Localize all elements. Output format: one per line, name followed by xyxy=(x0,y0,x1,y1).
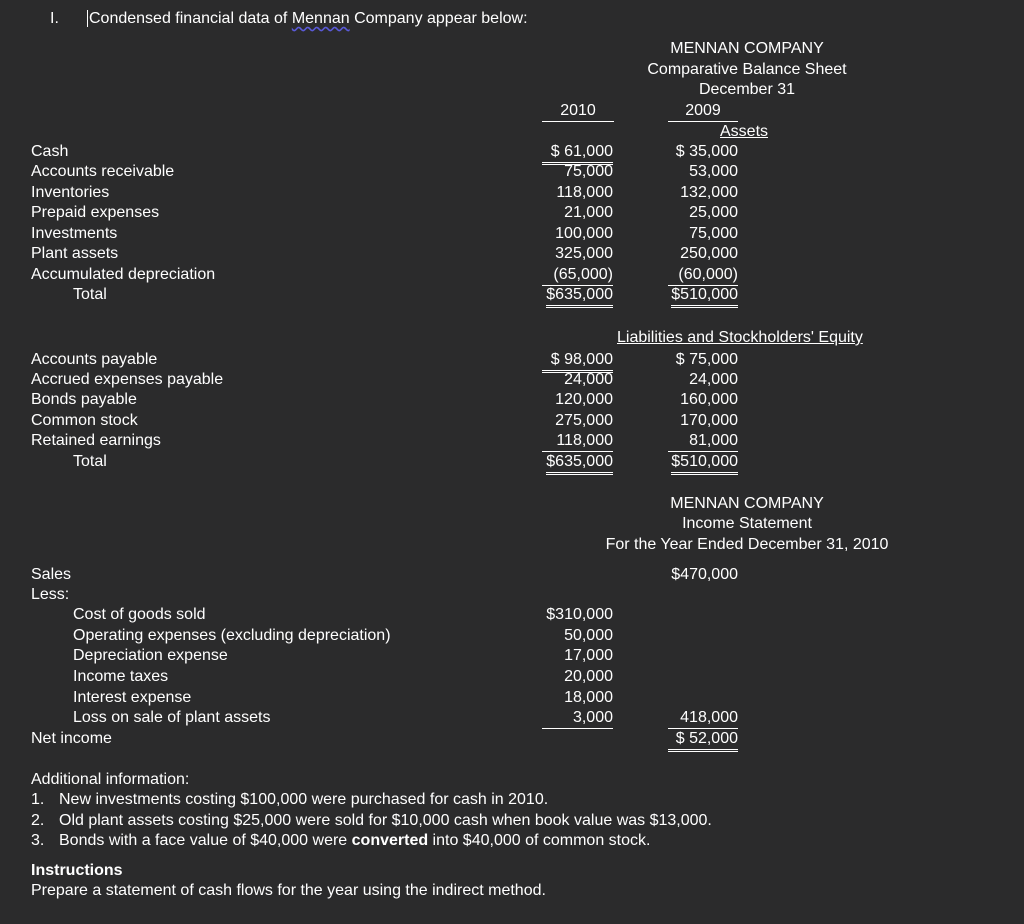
instructions-heading: Instructions xyxy=(31,862,123,879)
list-item-number: 2. xyxy=(31,812,45,829)
asset-value-2009: 25,000 xyxy=(689,204,738,221)
expense-value: 18,000 xyxy=(564,689,613,706)
asset-value-2010: 118,000 xyxy=(556,184,613,201)
asset-value-2009: 75,000 xyxy=(689,225,738,242)
expense-label: Interest expense xyxy=(73,689,192,706)
asset-label: Prepaid expenses xyxy=(31,204,160,221)
liability-label: Accrued expenses payable xyxy=(31,371,224,388)
expense-value: 17,000 xyxy=(564,647,613,664)
liability-value-2009: $ 75,000 xyxy=(675,351,738,368)
liability-value-2009: 160,000 xyxy=(680,391,738,408)
net-income-label: Net income xyxy=(31,730,112,747)
intro-text-end: Company appear below: xyxy=(349,10,528,27)
assets-total-2010: $635,000 xyxy=(546,285,613,308)
asset-label: Inventories xyxy=(31,184,110,201)
asset-value-2009: $ 35,000 xyxy=(675,143,738,160)
list-item: Old plant assets costing $25,000 were sold for $10,000 cash when book value was $13,000. xyxy=(59,812,712,829)
net-income-value: $ 52,000 xyxy=(668,729,738,752)
expense-label: Operating expenses (excluding depreciation) xyxy=(73,627,391,644)
expense-value: $310,000 xyxy=(546,606,613,623)
list-item-text-end: into $40,000 of common stock. xyxy=(428,832,651,849)
sales-value: $470,000 xyxy=(671,566,738,583)
liability-value-2009: 24,000 xyxy=(689,371,738,388)
asset-value-2010: 21,000 xyxy=(564,204,613,221)
liability-value-2010: 24,000 xyxy=(564,371,613,388)
emphasis-word: converted xyxy=(351,832,429,849)
list-item-number: 1. xyxy=(31,791,45,808)
list-item-text: Bonds with a face value of $40,000 were xyxy=(59,832,352,849)
less-label: Less: xyxy=(31,586,70,603)
asset-label: Accumulated depreciation xyxy=(31,266,216,283)
asset-label: Accounts receivable xyxy=(31,163,175,180)
is-title: Income Statement xyxy=(682,515,812,532)
sales-label: Sales xyxy=(31,566,72,583)
expense-value: 50,000 xyxy=(564,627,613,644)
bs-title: Comparative Balance Sheet xyxy=(647,61,847,78)
asset-label: Plant assets xyxy=(31,245,119,262)
list-item-number: 3. xyxy=(31,832,45,849)
year-2009-header: 2009 xyxy=(668,101,738,122)
expense-label: Depreciation expense xyxy=(73,647,228,664)
additional-heading: Additional information: xyxy=(31,771,190,788)
asset-value-2010: 325,000 xyxy=(555,245,613,262)
expense-label: Income taxes xyxy=(73,668,169,685)
bs-date: December 31 xyxy=(698,81,796,98)
asset-value-2010: 75,000 xyxy=(564,163,613,180)
liability-label: Bonds payable xyxy=(31,391,137,408)
liability-label: Common stock xyxy=(31,412,138,429)
liabilities-total-2010: $635,000 xyxy=(546,452,613,475)
asset-value-2010: $ 61,000 xyxy=(542,142,613,165)
liability-value-2009: 81,000 xyxy=(668,431,738,452)
asset-value-2009: 53,000 xyxy=(689,163,738,180)
list-item xyxy=(59,831,650,851)
liabilities-total-label: Total xyxy=(73,453,107,470)
liability-value-2010: $ 98,000 xyxy=(542,350,613,373)
section-number: I. xyxy=(50,10,59,27)
asset-value-2009: 250,000 xyxy=(680,245,738,262)
bs-company: MENNAN COMPANY xyxy=(670,40,824,57)
liability-label: Accounts payable xyxy=(31,351,158,368)
assets-total-label: Total xyxy=(73,286,107,303)
asset-value-2009: (60,000) xyxy=(668,265,738,286)
assets-heading: Assets xyxy=(720,123,769,140)
instructions-text: Prepare a statement of cash flows for the year using the indirect method. xyxy=(31,882,546,899)
expense-label: Cost of goods sold xyxy=(73,606,206,623)
list-item: New investments costing $100,000 were purchased for cash in 2010. xyxy=(59,791,549,808)
asset-value-2010: (65,000) xyxy=(542,265,613,286)
is-company: MENNAN COMPANY xyxy=(670,495,824,512)
is-period: For the Year Ended December 31, 2010 xyxy=(605,536,889,553)
liability-label: Retained earnings xyxy=(31,432,161,449)
expense-value: 20,000 xyxy=(564,668,613,685)
asset-label: Investments xyxy=(31,225,118,242)
asset-value-2009: 132,000 xyxy=(680,184,738,201)
intro-text-start: Condensed financial data of xyxy=(89,10,292,27)
liability-value-2010: 120,000 xyxy=(555,391,613,408)
asset-label: Cash xyxy=(31,143,69,160)
company-word: Mennan xyxy=(291,10,350,27)
liability-value-2009: 170,000 xyxy=(680,412,738,429)
asset-value-2010: 100,000 xyxy=(555,225,613,242)
assets-total-2009: $510,000 xyxy=(671,285,738,308)
liability-value-2010: 275,000 xyxy=(555,412,613,429)
liabilities-heading: Liabilities and Stockholders' Equity xyxy=(617,329,863,346)
year-2010-header: 2010 xyxy=(542,101,614,122)
liabilities-total-2009: $510,000 xyxy=(671,452,738,475)
total-expenses-value: 418,000 xyxy=(668,708,738,729)
intro-text xyxy=(87,9,528,29)
liability-value-2010: 118,000 xyxy=(542,431,613,452)
expense-value: 3,000 xyxy=(542,708,613,729)
expense-label: Loss on sale of plant assets xyxy=(73,709,271,726)
